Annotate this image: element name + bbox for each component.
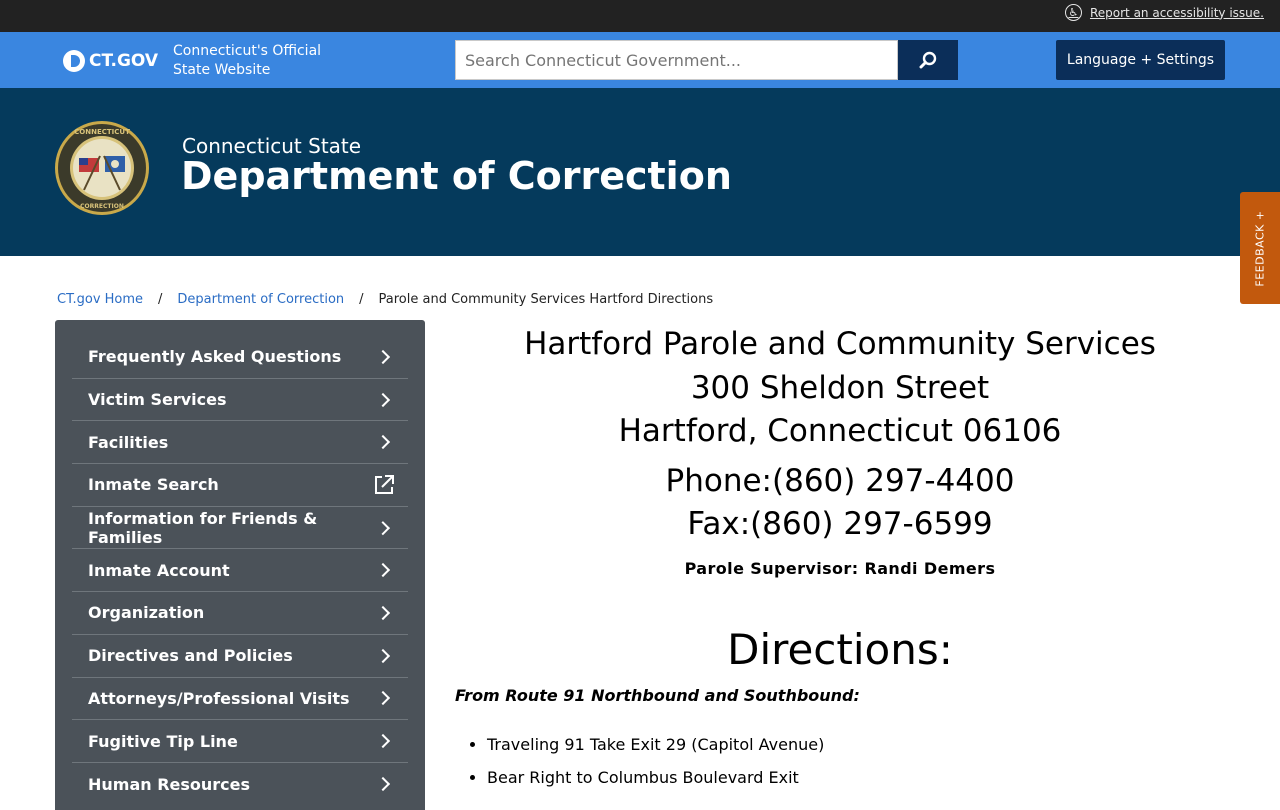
sidebar-item-friends-families[interactable]	[72, 507, 408, 550]
chevron-right-icon	[376, 350, 390, 364]
office-phone: Phone:(860) 297-4400	[665, 462, 1015, 499]
sidebar-item-label: Fugitive Tip Line	[88, 731, 238, 751]
list-item: • Bear Right to Columbus Boulevard Exit	[487, 761, 1225, 794]
chevron-right-icon	[376, 777, 390, 791]
search-icon	[919, 51, 937, 69]
sidebar-item-organization[interactable]	[72, 592, 408, 635]
office-address-block	[455, 320, 1225, 678]
tagline-line-2: State Website	[173, 62, 271, 78]
agency-banner	[0, 88, 1280, 256]
breadcrumb-current: Parole and Community Services Hartford Directions	[378, 292, 714, 307]
sidebar-item-directives-policies[interactable]	[72, 635, 408, 678]
department-seal-logo[interactable]	[54, 120, 150, 216]
sidebar-item-label: Organization	[88, 603, 205, 623]
sidebar-item-facilities[interactable]	[72, 421, 408, 464]
sidebar-item-human-resources[interactable]	[72, 763, 408, 806]
directions-heading: Directions:	[727, 624, 953, 674]
list-item: • Traveling 91 Take Exit 29 (Capitol Avenue)	[487, 728, 1225, 761]
sidebar-item-label: Inmate Search	[88, 475, 219, 495]
feedback-label: FEEDBACK +	[1253, 209, 1267, 287]
breadcrumb-separator: /	[158, 292, 163, 307]
accessibility-icon: ♿	[1065, 4, 1082, 21]
agency-subtitle: Connecticut State	[182, 134, 362, 158]
office-name: Hartford Parole and Community Services	[524, 326, 1156, 362]
office-city: Hartford, Connecticut 06106	[618, 413, 1062, 449]
ct-logo-icon	[63, 50, 85, 72]
search-button[interactable]	[898, 40, 958, 80]
chevron-right-icon	[376, 691, 390, 705]
accessibility-link-label: Report an accessibility issue.	[1089, 5, 1264, 20]
chevron-right-icon	[376, 606, 390, 620]
utility-bar	[0, 0, 1280, 32]
chevron-right-icon	[376, 734, 390, 748]
ct-gov-header	[0, 32, 1280, 88]
svg-text:CORRECTION: CORRECTION	[80, 203, 124, 210]
ct-gov-logo[interactable]	[63, 50, 158, 72]
language-settings-button[interactable]: Language + Settings	[1056, 40, 1225, 80]
chevron-right-icon	[376, 563, 390, 577]
directions-list	[455, 728, 1225, 794]
ct-tagline	[173, 42, 353, 80]
svg-text:CONNECTICUT: CONNECTICUT	[74, 128, 130, 136]
main-content	[455, 320, 1225, 794]
parole-supervisor: Parole Supervisor: Randi Demers	[684, 558, 996, 578]
chevron-right-icon	[376, 392, 390, 406]
sidebar-item-label: Human Resources	[88, 774, 251, 794]
external-link-icon	[374, 475, 394, 495]
sidebar-item-inmate-account[interactable]	[72, 549, 408, 592]
sidebar-item-attorney-visits[interactable]	[72, 678, 408, 721]
agency-title[interactable]: Department of Correction	[181, 154, 732, 198]
contact-heading	[455, 460, 1225, 547]
tagline-line-1: Connecticut's Official	[173, 43, 322, 59]
chevron-right-icon	[376, 649, 390, 663]
breadcrumb-separator: /	[359, 292, 364, 307]
sidebar-item-label: Frequently Asked Questions	[88, 347, 342, 367]
sidebar-item-label: Directives and Policies	[88, 646, 293, 666]
route-heading: From Route 91 Northbound and Southbound:	[455, 685, 860, 705]
breadcrumb-dept-link[interactable]: Department of Correction	[177, 292, 345, 307]
address-heading	[455, 320, 1225, 454]
sidebar-item-fugitive-tip-line[interactable]	[72, 720, 408, 763]
breadcrumb	[57, 292, 713, 307]
sidebar-item-label: Victim Services	[88, 390, 227, 410]
ct-logo-text: CT.GOV	[89, 51, 159, 71]
sidebar-item-label: Facilities	[88, 432, 169, 452]
sidebar-item-label: Inmate Account	[88, 560, 230, 580]
sidebar-item-label: Attorneys/Professional Visits	[88, 688, 350, 708]
search-input[interactable]	[455, 40, 898, 80]
breadcrumb-home-link[interactable]: CT.gov Home	[57, 292, 144, 307]
sidebar-item-faq[interactable]	[72, 336, 408, 379]
sidebar-item-inmate-search[interactable]	[72, 464, 408, 507]
office-street: 300 Sheldon Street	[690, 369, 990, 406]
accessibility-report-link[interactable]	[1065, 4, 1264, 21]
chevron-right-icon	[376, 435, 390, 449]
office-fax: Fax:(860) 297-6599	[687, 506, 993, 542]
sidebar-item-label: Information for Friends & Families	[88, 508, 318, 547]
sidebar-item-victim-services[interactable]	[72, 379, 408, 422]
sidebar-nav	[55, 320, 425, 810]
feedback-tab[interactable]	[1240, 192, 1280, 304]
